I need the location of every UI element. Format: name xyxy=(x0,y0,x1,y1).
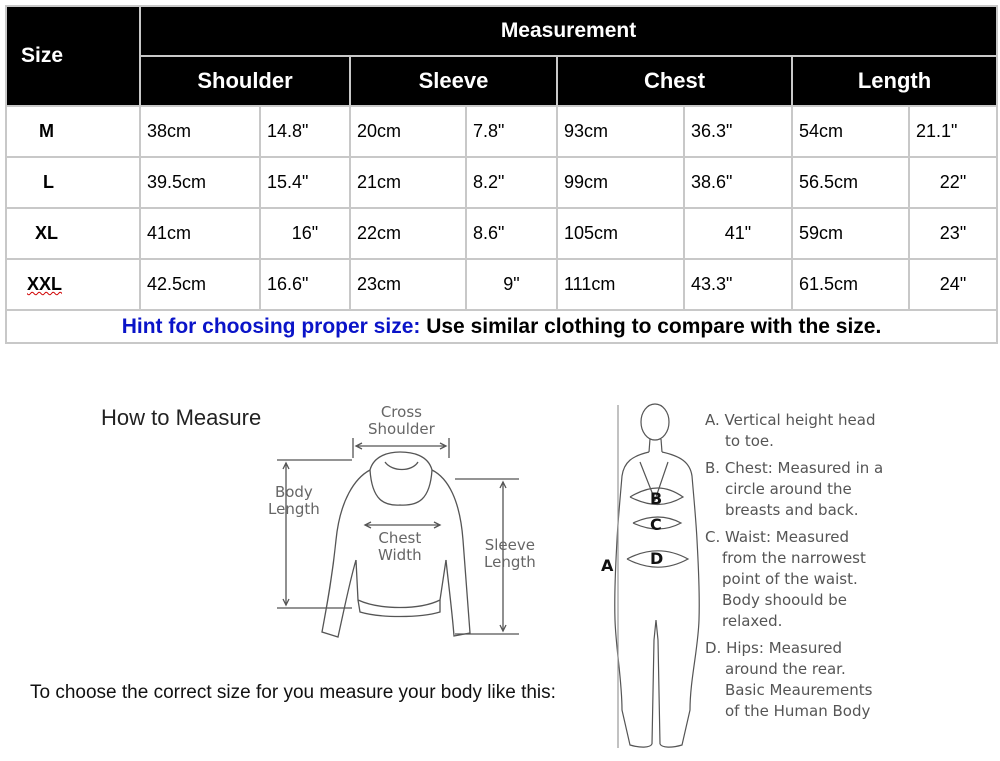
value-cell: 61.5cm xyxy=(792,259,909,310)
length-header: Length xyxy=(792,56,997,106)
measurement-steps xyxy=(705,410,915,728)
figure-label-d: D xyxy=(650,549,664,568)
value-cell: 15.4" xyxy=(260,157,350,208)
value-cell: 21cm xyxy=(350,157,466,208)
chest-header: Chest xyxy=(557,56,792,106)
value-cell: 41cm xyxy=(140,208,260,259)
shoulder-header: Shoulder xyxy=(140,56,350,106)
value-cell: 93cm xyxy=(557,106,684,157)
size-header: Size xyxy=(6,6,140,106)
how-to-measure-title: How to Measure xyxy=(101,405,262,430)
hint-label: Hint for choosing proper size: xyxy=(121,314,421,338)
hint-text: Use similar clothing to compare with the size. xyxy=(420,314,882,338)
measure-instruction: To choose the correct size for you measure your body like this: xyxy=(30,682,556,703)
value-cell: 16.6" xyxy=(260,259,350,310)
measurement-header: Measurement xyxy=(140,6,997,56)
size-cell: XL xyxy=(6,208,140,259)
value-cell: 24" xyxy=(909,259,997,310)
size-cell: L xyxy=(6,157,140,208)
step-b: B. Chest: Measured in a circle around the breasts and back. xyxy=(705,459,884,519)
value-cell: 8.2" xyxy=(466,157,557,208)
value-cell: 54cm xyxy=(792,106,909,157)
figure-label-b: B xyxy=(650,489,663,508)
cross-shoulder-label: Cross Shoulder xyxy=(368,403,435,438)
value-cell: 105cm xyxy=(557,208,684,259)
figure-label-a: A xyxy=(601,556,614,575)
value-cell: 22cm xyxy=(350,208,466,259)
value-cell: 111cm xyxy=(557,259,684,310)
value-cell: 21.1" xyxy=(909,106,997,157)
size-cell: M xyxy=(6,106,140,157)
body-figure-drawing xyxy=(615,404,700,748)
value-cell: 14.8" xyxy=(260,106,350,157)
value-cell: 16" xyxy=(260,208,350,259)
value-cell: 22" xyxy=(909,157,997,208)
figure-label-c: C xyxy=(650,515,662,534)
body-length-label: Body Length xyxy=(268,483,320,518)
step-d: D. Hips: Measured around the rear. Basic Meaurements of the Human Body xyxy=(705,639,873,720)
value-cell: 23" xyxy=(909,208,997,259)
value-cell: 41" xyxy=(684,208,792,259)
value-cell: 38.6" xyxy=(684,157,792,208)
value-cell: 99cm xyxy=(557,157,684,208)
value-cell: 8.6" xyxy=(466,208,557,259)
value-cell: 23cm xyxy=(350,259,466,310)
step-a: A. Vertical height head to toe. xyxy=(705,411,876,450)
value-cell: 20cm xyxy=(350,106,466,157)
chest-width-label: Chest Width xyxy=(378,529,422,564)
step-c: C. Waist: Measured from the narrowest point of the waist. Body shoould be relaxed. xyxy=(705,528,866,630)
value-cell: 36.3" xyxy=(684,106,792,157)
value-cell: 38cm xyxy=(140,106,260,157)
value-cell: 56.5cm xyxy=(792,157,909,208)
value-cell: 43.3" xyxy=(684,259,792,310)
value-cell: 7.8" xyxy=(466,106,557,157)
sleeve-length-label: Sleeve Length xyxy=(484,536,536,571)
sleeve-header: Sleeve xyxy=(350,56,557,106)
value-cell: 42.5cm xyxy=(140,259,260,310)
size-label: XXL xyxy=(27,274,63,294)
value-cell: 59cm xyxy=(792,208,909,259)
value-cell: 39.5cm xyxy=(140,157,260,208)
value-cell: 9" xyxy=(466,259,557,310)
